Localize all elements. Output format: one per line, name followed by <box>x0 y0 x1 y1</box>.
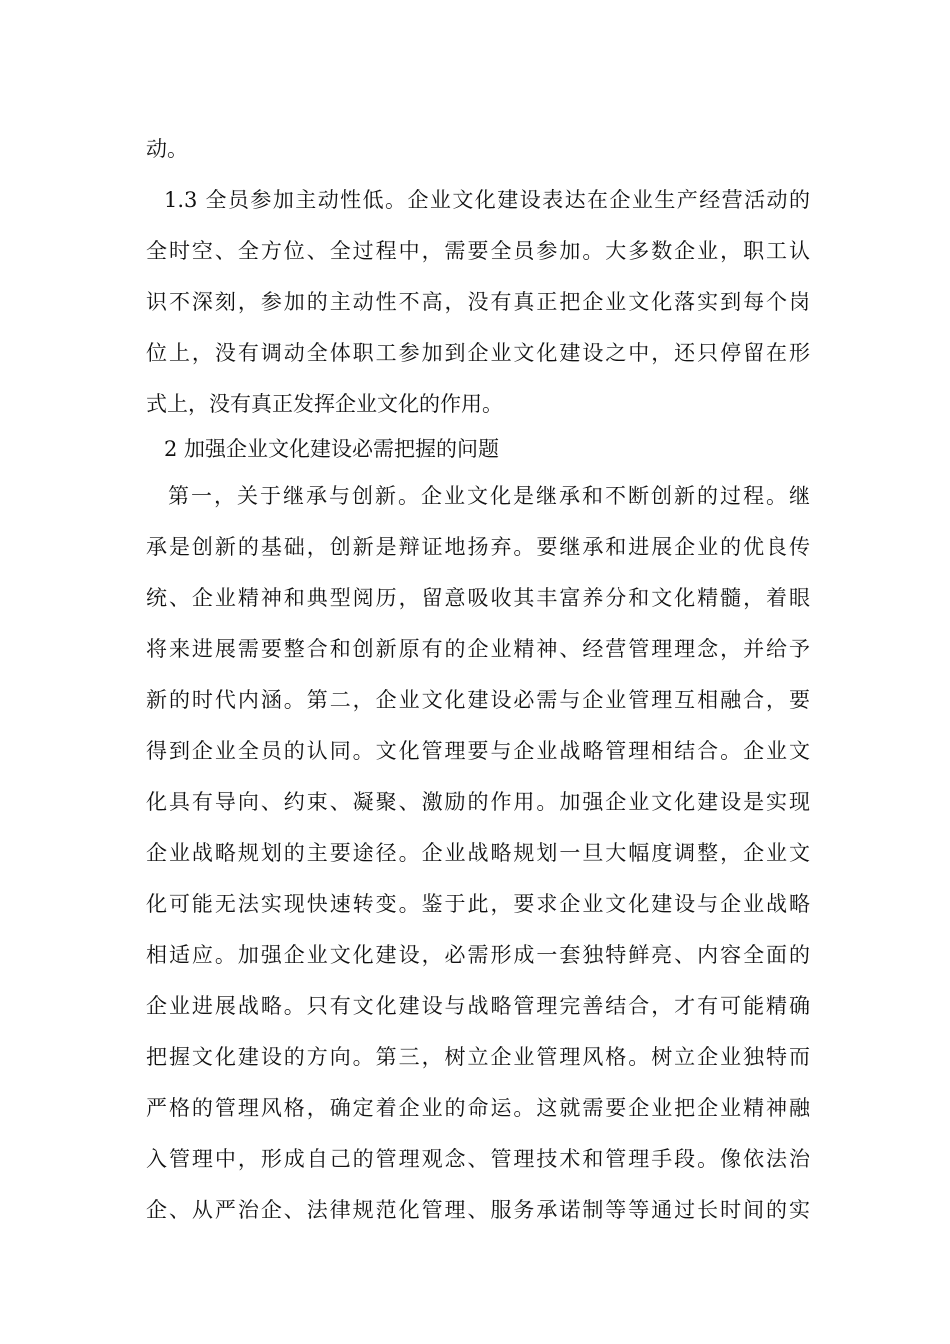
text-line-16: 化可能无法实现快速转变。鉴于此，要求企业文化建设与企业战略 <box>146 892 810 916</box>
text-line-14: 化具有导向、约束、凝聚、激励的作用。加强企业文化建设是实现 <box>146 790 810 814</box>
text-line-2: 1.3 全员参加主动性低。企业文化建设表达在企业生产经营活动的 <box>164 188 810 212</box>
text-line-20: 严格的管理风格，确定着企业的命运。这就需要企业把企业精神融 <box>146 1096 810 1120</box>
text-line-19: 把握文化建设的方向。第三，树立企业管理风格。树立企业独特而 <box>146 1045 810 1069</box>
text-line-22: 企、从严治企、法律规范化管理、服务承诺制等等通过长时间的实 <box>146 1198 810 1222</box>
text-line-9: 承是创新的基础，创新是辩证地扬弃。要继承和进展企业的优良传 <box>146 535 810 559</box>
text-line-15: 企业战略规划的主要途径。企业战略规划一旦大幅度调整，企业文 <box>146 841 810 865</box>
text-line-13: 得到企业全员的认同。文化管理要与企业战略管理相结合。企业文 <box>146 739 810 763</box>
text-line-11: 将来进展需要整合和创新原有的企业精神、经营管理理念，并给予 <box>146 637 810 661</box>
text-line-18: 企业进展战略。只有文化建设与战略管理完善结合，才有可能精确 <box>146 994 810 1018</box>
text-line-17: 相适应。加强企业文化建设，必需形成一套独特鲜亮、内容全面的 <box>146 943 810 967</box>
text-line-8: 第一，关于继承与创新。企业文化是继承和不断创新的过程。继 <box>168 484 810 508</box>
text-line-10: 统、企业精神和典型阅历，留意吸收其丰富养分和文化精髓，着眼 <box>146 586 810 610</box>
text-line-4: 识不深刻，参加的主动性不高，没有真正把企业文化落实到每个岗 <box>146 290 810 314</box>
text-line-5: 位上，没有调动全体职工参加到企业文化建设之中，还只停留在形 <box>146 341 810 365</box>
text-line-6: 式上，没有真正发挥企业文化的作用。 <box>146 392 503 416</box>
text-line-21: 入管理中，形成自己的管理观念、管理技术和管理手段。像依法治 <box>146 1147 810 1171</box>
text-line-12: 新的时代内涵。第二，企业文化建设必需与企业管理互相融合，要 <box>146 688 810 712</box>
text-line-3: 全时空、全方位、全过程中，需要全员参加。大多数企业，职工认 <box>146 239 810 263</box>
section-heading: 2 加强企业文化建设必需把握的问题 <box>164 437 500 461</box>
text-line-1: 动。 <box>146 137 188 161</box>
